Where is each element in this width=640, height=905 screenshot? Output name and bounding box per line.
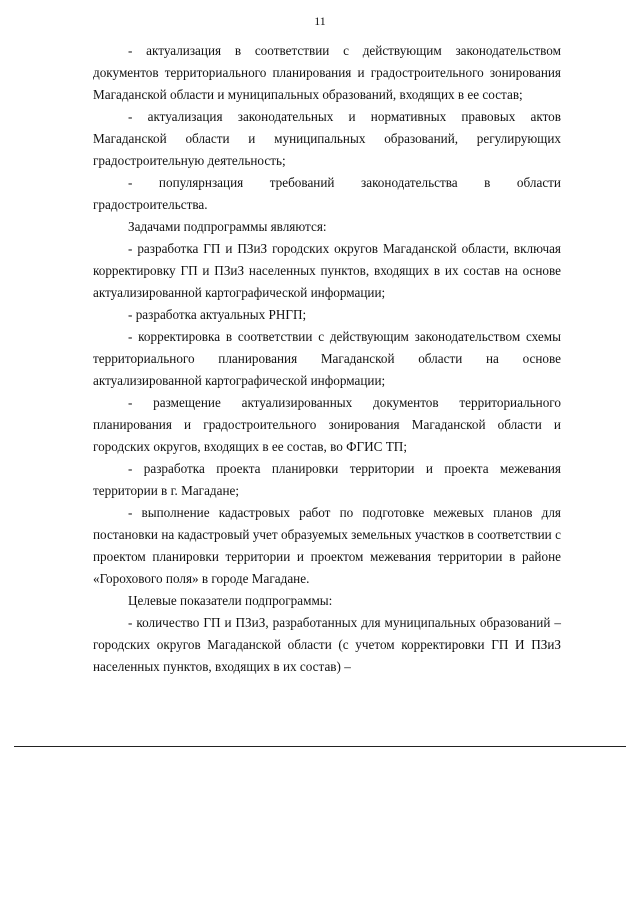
paragraph-5: - разработка ГП и ПЗиЗ городских округов Магаданской области, включая корректировку ГП и ПЗиЗ населенных пунктов, входящих в их состав на основе актуализированной картографической информации;: [93, 241, 561, 300]
paragraph-8: - размещение актуализированных документов территориального планирования и градостроительного зонирования Магаданской области и городских округов, входящих в ее состав, во ФГИС ТП;: [93, 395, 561, 454]
page-number: 11: [314, 14, 326, 28]
paragraph-3: - популярнзация требований законодательства в области градостроительства.: [93, 175, 561, 212]
paragraph-12: - количество ГП и ПЗиЗ, разработанных для муниципальных образований – городских округов Магаданской области (с учетом корректировки ГП И ПЗиЗ населенных пунктов, входящих в их состав) –: [93, 615, 561, 674]
horizontal-rule: [14, 746, 626, 747]
paragraph-4: Задачами подпрограммы являются:: [128, 219, 327, 234]
paragraph-2: - актуализация законодательных и нормативных правовых актов Магаданской области и муниципальных образований, регулирующих градостроительную деятельность;: [93, 109, 561, 168]
paragraph-6: - разработка актуальных РНГП;: [128, 307, 307, 322]
paragraph-11: Целевые показатели подпрограммы:: [128, 593, 333, 608]
document-body: [93, 40, 561, 678]
paragraph-10: - выполнение кадастровых работ по подготовке межевых планов для постановки на кадастровый учет образуемых земельных участков в соответствии с проектом планировки территории и проектом межевания территории в районе «Горохового поля» в городе Магадане.: [93, 505, 561, 586]
paragraph-9: - разработка проекта планировки территории и проекта межевания территории в г. Магадане;: [93, 461, 561, 498]
paragraph-1: - актуализация в соответствии с действующим законодательством документов территориального планирования и градостроительного зонирования Магаданской области и муниципальных образований, входящих в ее состав;: [93, 43, 561, 102]
paragraph-7: - корректировка в соответствии с действующим законодательством схемы территориального планирования Магаданской области на основе актуализированной картографической информации;: [93, 329, 561, 388]
